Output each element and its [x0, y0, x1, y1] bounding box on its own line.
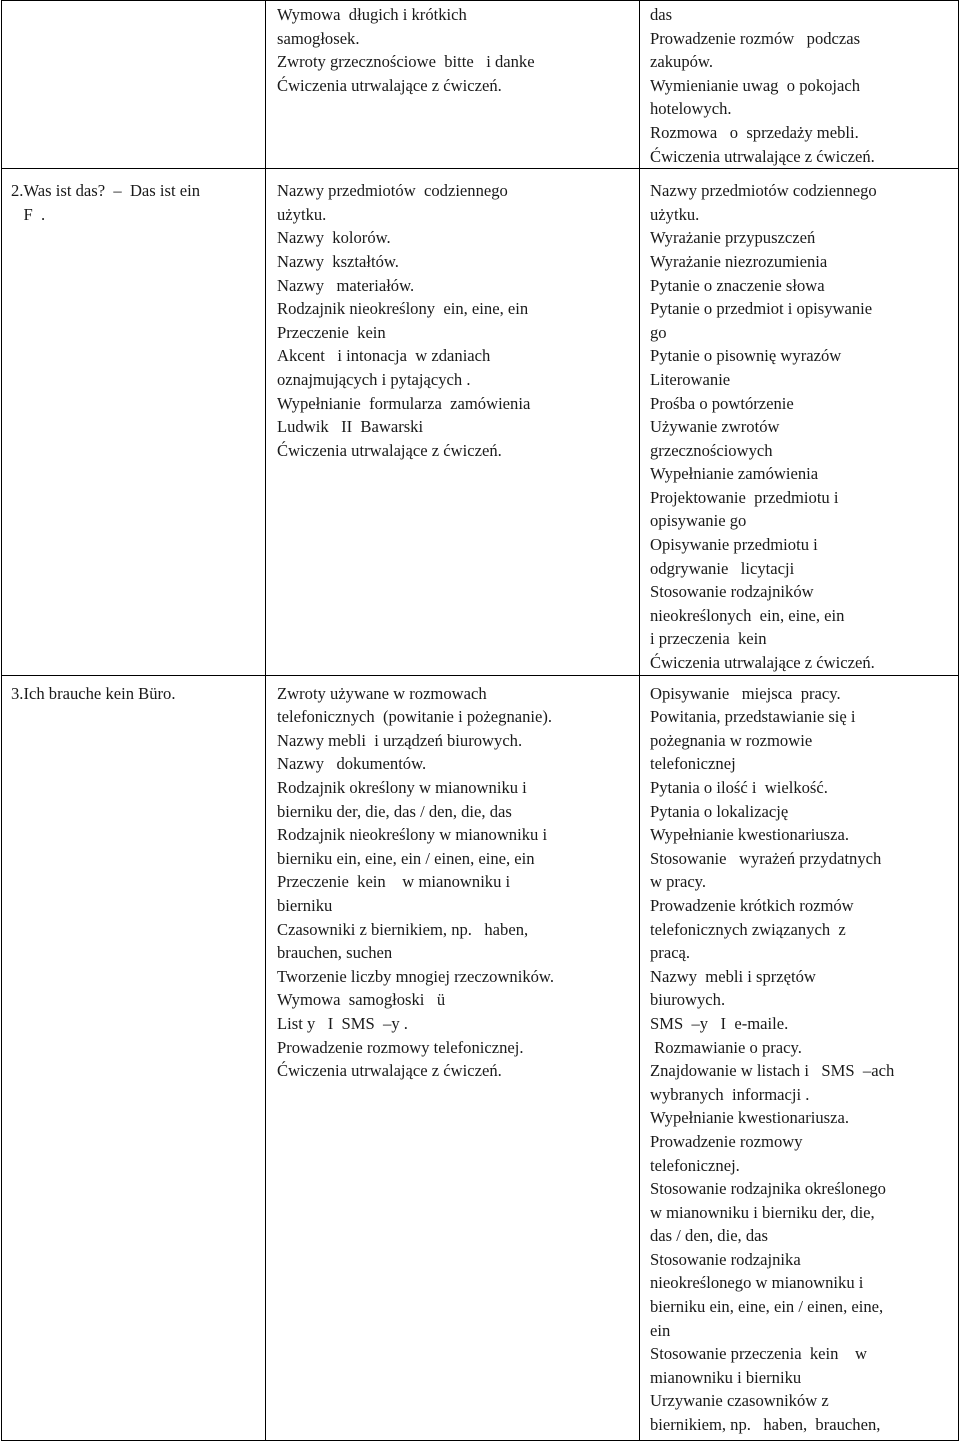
text-line: go	[650, 322, 667, 342]
text-line: Ćwiczenia utrwalające z ćwiczeń.	[277, 75, 502, 95]
topic-cell-text	[2, 169, 265, 226]
text-line: Pytania o lokalizację	[650, 801, 789, 821]
text-line: odgrywanie licytacji	[650, 558, 795, 578]
text-line: bierniku	[277, 895, 333, 915]
text-line: Stosowanie wyrażeń przydatnych	[650, 848, 882, 868]
text-line: bierniku der, die, das / den, die, das	[277, 801, 512, 821]
text-line: Nazwy dokumentów.	[277, 754, 427, 774]
skills-cell	[640, 1, 959, 169]
text-line: Nazwy kształtów.	[277, 251, 399, 271]
text-line: Nazwy mebli i sprzętów	[650, 966, 816, 986]
text-line: Ćwiczenia utrwalające z ćwiczeń.	[650, 146, 875, 166]
content-cell-text	[266, 1, 639, 97]
skills-cell-text	[640, 169, 958, 674]
text-line: Nazwy materiałów.	[277, 275, 415, 295]
text-line: Zwroty grzecznościowe bitte i danke	[277, 52, 535, 72]
text-line: bierniku ein, eine, ein / einen, eine,	[650, 1297, 884, 1317]
text-line: opisywanie go	[650, 511, 747, 531]
text-line: Nazwy przedmiotów codziennego	[277, 181, 508, 201]
text-line: Rodzajnik określony w mianowniku i	[277, 778, 527, 797]
text-line: Wymowa samogłoski ü	[277, 990, 446, 1010]
text-line: Wypełnianie kwestionariusza.	[650, 1108, 849, 1128]
text-line: Znajdowanie w listach i SMS –ach	[650, 1061, 895, 1081]
text-line: Opisywanie przedmiotu i	[650, 535, 818, 555]
text-line: Prowadzenie rozmowy	[650, 1131, 803, 1151]
text-line: zakupów.	[650, 52, 713, 72]
text-line: Stosowanie rodzajnika	[650, 1249, 801, 1269]
text-line: w mianowniku i bierniku der, die,	[650, 1202, 875, 1222]
text-line: Wypełnianie kwestionariusza.	[650, 825, 849, 845]
skills-cell	[640, 675, 959, 1440]
text-line: mianowniku i bierniku	[650, 1367, 802, 1387]
text-line: Rodzajnik nieokreślony ein, eine, ein	[277, 299, 529, 319]
content-cell	[266, 169, 640, 675]
text-line: das / den, die, das	[650, 1226, 768, 1246]
text-line: pracą.	[650, 943, 691, 963]
text-line: Rozmowa o sprzedaży mebli.	[650, 122, 859, 142]
text-line: w pracy.	[650, 872, 707, 892]
text-line: Używanie zwrotów	[650, 417, 780, 437]
skills-cell-text	[640, 1, 958, 168]
text-line: das	[650, 5, 673, 24]
text-line: Nazwy kolorów.	[277, 228, 391, 248]
text-line: Prowadzenie rozmów podczas	[650, 28, 861, 48]
text-line: samogłosek.	[277, 28, 360, 48]
text-line: grzecznościowych	[650, 440, 773, 460]
text-line: użytku.	[650, 204, 700, 224]
text-line: Tworzenie liczby mnogiej rzeczowników.	[277, 966, 554, 986]
text-line: Projektowanie przedmiotu i	[650, 487, 839, 507]
text-line: Stosowanie rodzajników	[650, 582, 814, 602]
text-line: ein	[650, 1320, 671, 1340]
text-line: Wymowa długich i krótkich	[277, 5, 467, 24]
text-line: SMS –y I e-maile.	[650, 1013, 789, 1033]
text-line: i przeczenia kein	[650, 629, 767, 649]
content-cell-text	[266, 169, 639, 462]
skills-cell	[640, 169, 959, 675]
text-line: bierniku ein, eine, ein / einen, eine, ein	[277, 848, 535, 868]
content-cell	[266, 675, 640, 1440]
text-line: użytku.	[277, 204, 327, 224]
text-line: nieokreślonych ein, eine, ein	[650, 605, 845, 625]
text-line: telefonicznych związanych z	[650, 919, 846, 939]
text-line: biurowych.	[650, 990, 726, 1010]
topic-cell-text	[2, 676, 265, 706]
text-line: Przeczenie kein w mianowniku i	[277, 872, 511, 892]
text-line: Wyrażanie przypuszczeń	[650, 228, 816, 248]
text-line: Przeczenie kein	[277, 322, 386, 342]
text-line: telefonicznej	[650, 754, 736, 774]
text-line: Pytanie o znaczenie słowa	[650, 275, 825, 295]
text-line: Prowadzenie krótkich rozmów	[650, 895, 854, 915]
text-line: brauchen, suchen	[277, 943, 393, 963]
text-line: Nazwy mebli i urządzeń biurowych.	[277, 730, 523, 750]
text-line: Ćwiczenia utrwalające z ćwiczeń.	[277, 1061, 502, 1081]
text-line: Pytanie o przedmiot i opisywanie	[650, 299, 873, 319]
text-line: Zwroty używane w rozmowach	[277, 683, 487, 703]
table-row	[2, 169, 959, 675]
text-line: Czasowniki z biernikiem, np. haben,	[277, 919, 529, 939]
text-line: Wypełnianie formularza zamówienia	[277, 393, 531, 413]
text-line: telefonicznych (powitanie i pożegnanie).	[277, 707, 553, 727]
text-line: Ludwik II Bawarski	[277, 417, 424, 437]
text-line: telefonicznej.	[650, 1155, 740, 1175]
text-line: Rodzajnik nieokreślony w mianowniku i	[277, 825, 548, 845]
text-line: Wypełnianie zamówienia	[650, 464, 819, 484]
text-line: Wyrażanie niezrozumienia	[650, 251, 828, 271]
text-line: Ćwiczenia utrwalające z ćwiczeń.	[650, 653, 875, 673]
text-line: Wymienianie uwag o pokojach	[650, 75, 861, 95]
table-body	[2, 1, 959, 1441]
text-line: Akcent i intonacja w zdaniach	[277, 346, 491, 366]
text-line: nieokreślonego w mianowniku i	[650, 1273, 864, 1293]
text-line: Ćwiczenia utrwalające z ćwiczeń.	[277, 440, 502, 460]
text-line: oznajmujących i pytających .	[277, 369, 471, 389]
content-cell	[266, 1, 640, 169]
content-cell-text	[266, 676, 639, 1083]
text-line: Pytanie o pisownię wyrazów	[650, 346, 842, 366]
text-line: Opisywanie miejsca pracy.	[650, 683, 841, 703]
text-line: List y I SMS –y .	[277, 1013, 408, 1033]
text-line: Nazwy przedmiotów codziennego	[650, 181, 877, 201]
text-line: Prowadzenie rozmowy telefonicznej.	[277, 1037, 524, 1057]
text-line: Stosowanie rodzajnika określonego	[650, 1179, 886, 1199]
text-line: wybranych informacji .	[650, 1084, 810, 1104]
topic-cell	[2, 169, 266, 675]
text-line: biernikiem, np. haben, brauchen,	[650, 1415, 881, 1435]
text-line: Stosowanie przeczenia kein w	[650, 1344, 868, 1364]
table-row	[2, 675, 959, 1440]
topic-cell	[2, 1, 266, 169]
text-line: Pytania o ilość i wielkość.	[650, 778, 828, 797]
text-line: Rozmawianie o pracy.	[650, 1037, 802, 1057]
text-line: Urzywanie czasowników z	[650, 1391, 829, 1411]
text-line: hotelowych.	[650, 99, 732, 119]
text-line: Powitania, przedstawianie się i	[650, 707, 856, 727]
skills-cell-text	[640, 676, 958, 1437]
text-line: 3.Ich brauche kein Büro.	[11, 683, 176, 703]
text-line: Prośba o powtórzenie	[650, 393, 794, 413]
topic-cell	[2, 675, 266, 1440]
table-row	[2, 1, 959, 169]
curriculum-table	[1, 0, 959, 1441]
text-line: Literowanie	[650, 369, 731, 389]
text-line: 2.Was ist das? – Das ist ein	[11, 181, 201, 201]
text-line: F .	[11, 204, 46, 224]
text-line: pożegnania w rozmowie	[650, 730, 813, 750]
